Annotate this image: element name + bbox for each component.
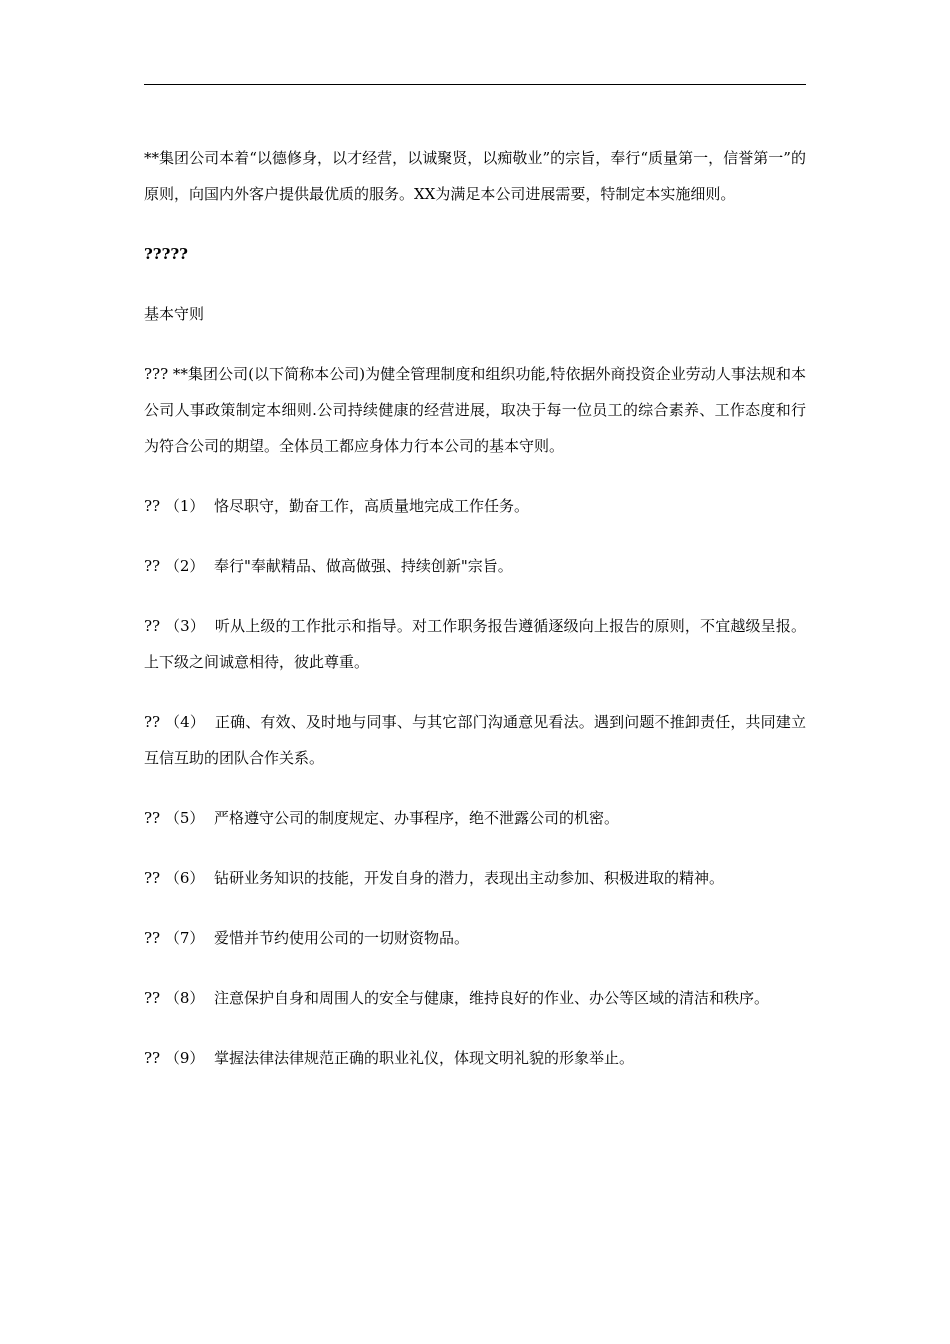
rule-number: ?? （1） (144, 497, 214, 515)
rule-number: ?? （4） (144, 713, 215, 731)
rule-item (144, 488, 806, 524)
rule-item (144, 704, 806, 776)
marker-line: ????? (144, 245, 188, 263)
intro-paragraph: **集团公司本着“以德修身，以才经营，以诚聚贤，以痴敬业”的宗旨，奉行“质量第一，信誉第一”的原则，向国内外客户提供最优质的服务。XX为满足本公司进展需要，特制定本实施细则。 (144, 149, 806, 203)
rule-text: 奉行"奉献精品、做高做强、持续创新"宗旨。 (213, 557, 513, 575)
document-body (144, 140, 806, 1100)
rule-item (144, 860, 806, 896)
header-rule (144, 84, 806, 85)
rule-text: 严格遵守公司的制度规定、办事程序，绝不泄露公司的机密。 (213, 809, 619, 827)
rule-text: 掌握法律法律规范正确的职业礼仪，体现文明礼貌的形象举止。 (213, 1049, 634, 1067)
rule-item (144, 1040, 806, 1076)
rule-text: 恪尽职守，勤奋工作，高质量地完成工作任务。 (213, 497, 529, 515)
rule-text: 注意保护自身和周围人的安全与健康，维持良好的作业、办公等区域的清洁和秩序。 (213, 989, 769, 1007)
rule-item (144, 548, 806, 584)
rule-number: ?? （9） (144, 1049, 214, 1067)
rule-number: ?? （2） (144, 557, 214, 575)
rule-item (144, 608, 806, 680)
rule-text: 钻研业务知识的技能，开发自身的潜力，表现出主动参加、积极进取的精神。 (213, 869, 724, 887)
rule-text: 爱惜并节约使用公司的一切财资物品。 (213, 929, 469, 947)
rule-number: ?? （3） (144, 617, 215, 635)
rule-item (144, 800, 806, 836)
rule-number: ?? （8） (144, 989, 214, 1007)
rule-number: ?? （7） (144, 929, 214, 947)
rule-number: ?? （5） (144, 809, 214, 827)
section-title: 基本守则 (144, 305, 205, 323)
rule-number: ?? （6） (144, 869, 214, 887)
section-intro-paragraph: ??? **集团公司(以下简称本公司)为健全管理制度和组织功能,特依据外商投资企业劳动人事法规和本公司人事政策制定本细则.公司持续健康的经营进展，取决于每一位员工的综合素养、工作态度和行为符合公司的期望。全体员工都应身体力行本公司的基本守则。 (144, 365, 806, 455)
rule-text: 正确、有效、及时地与同事、与其它部门沟通意见看法。遇到问题不推卸责任，共同建立互信互助的团队合作关系。 (144, 713, 806, 767)
rules-list (144, 488, 806, 1076)
rule-item (144, 920, 806, 956)
rule-text: 听从上级的工作批示和指导。对工作职务报告遵循逐级向上报告的原则，不宜越级呈报。上下级之间诚意相待，彼此尊重。 (144, 617, 806, 671)
rule-item (144, 980, 806, 1016)
